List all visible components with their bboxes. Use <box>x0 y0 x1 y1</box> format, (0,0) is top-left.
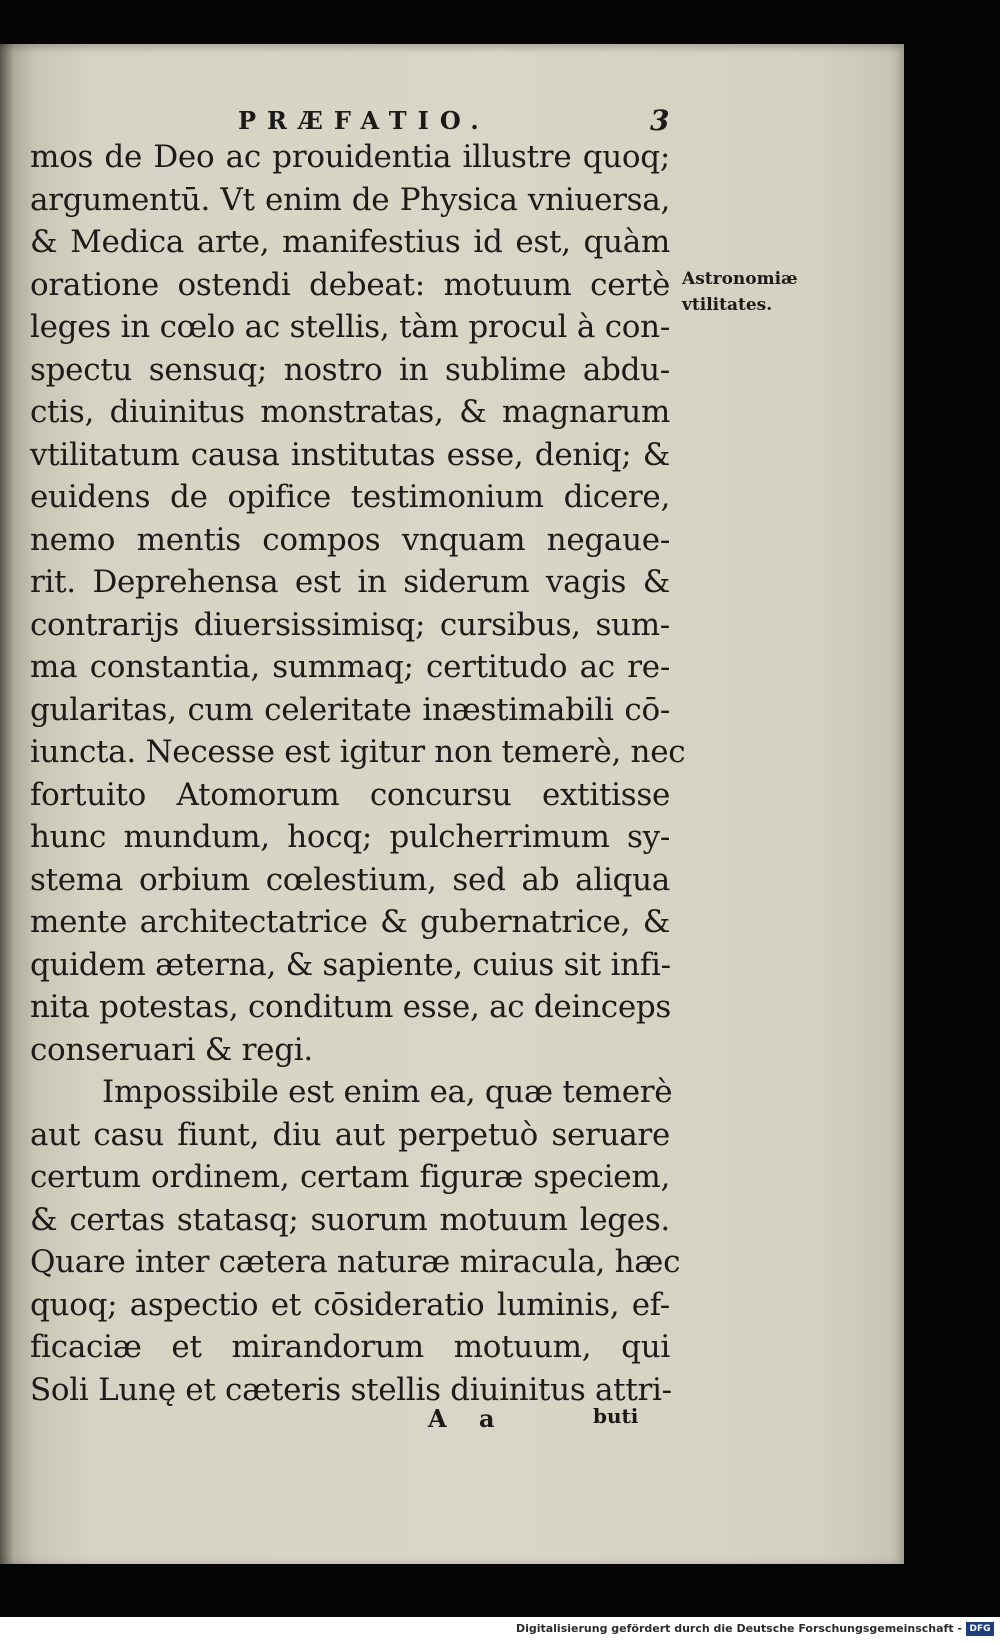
body-text <box>30 136 686 1411</box>
text-line: quoq; aspectio et cōsideratio luminis, ef- <box>30 1286 670 1323</box>
text-line: aut casu fiunt, diu aut perpetuò seruare <box>30 1116 670 1153</box>
text-line: euidens de opifice testimonium dicere, <box>30 479 670 515</box>
text-line: & Medica arte, manifestius id est, quàm <box>30 224 670 260</box>
text-line: argumentū. Vt enim de Physica vniuersa, <box>30 181 670 218</box>
text-line: certum ordinem, certam figuræ speciem, <box>30 1159 670 1195</box>
text-line: fortuito Atomorum concursu extitisse <box>30 776 670 813</box>
text-line: Quare inter cætera naturæ miracula, hæc <box>30 1244 681 1280</box>
running-head: PRÆFATIO. <box>238 106 490 135</box>
text-line: gularitas, cum celeritate inæstimabili cō- <box>30 691 670 728</box>
text-line: hunc mundum, hocq; pulcherrimum sy- <box>30 819 670 855</box>
catchword: buti <box>593 1404 639 1428</box>
text-line: & certas statasq; suorum motuum leges. <box>30 1201 670 1238</box>
text-line: vtilitatum causa institutas esse, deniq; & <box>30 436 670 473</box>
text-line: Soli Lunę et cæteris stellis diuinitus attri- <box>30 1371 672 1408</box>
text-line: iuncta. Necesse est igitur non temerè, nec <box>30 734 686 770</box>
text-line: ctis, diuinitus monstratas, & magnarum <box>30 394 670 430</box>
text-line: Impossibile est enim ea, quæ temerè <box>102 1074 673 1110</box>
text-line: contrarijs diuersissimisq; cursibus, sum- <box>30 606 670 643</box>
dfg-logo: DFG <box>966 1622 994 1636</box>
text-line: quidem æterna, & sapiente, cuius sit infi- <box>30 946 671 983</box>
text-line: ma constantia, summaq; certitudo ac re- <box>30 649 670 685</box>
funding-footer <box>0 1617 1000 1643</box>
text-line: mente architectatrice & gubernatrice, & <box>30 904 670 940</box>
text-line: mos de Deo ac prouidentia illustre quoq; <box>30 139 670 175</box>
text-line: nita potestas, conditum esse, ac deinceps <box>30 989 672 1025</box>
text-line: leges in cœlo ac stellis, tàm procul à con- <box>30 309 670 345</box>
marginal-note <box>682 266 872 318</box>
marginal-note-line: vtilitates. <box>682 295 773 315</box>
text-line: rit. Deprehensa est in siderum vagis & <box>30 564 670 600</box>
marginal-note-line: Astronomiæ <box>682 269 798 289</box>
text-line: oratione ostendi debeat: motuum certè <box>30 266 670 303</box>
signature-mark: A a <box>428 1404 507 1433</box>
page-number: 3 <box>650 104 670 137</box>
text-line: conseruari & regi. <box>30 1031 313 1068</box>
text-line: nemo mentis compos vnquam negaue- <box>30 521 670 558</box>
book-page <box>0 44 904 1564</box>
funding-credit: Digitalisierung gefördert durch die Deutsche Forschungsgemeinschaft - <box>515 1622 962 1635</box>
text-line: ficaciæ et mirandorum motuum, qui <box>30 1329 670 1365</box>
text-line: spectu sensuq; nostro in sublime abdu- <box>30 351 670 388</box>
text-line: stema orbium cœlestium, sed ab aliqua <box>30 861 670 898</box>
